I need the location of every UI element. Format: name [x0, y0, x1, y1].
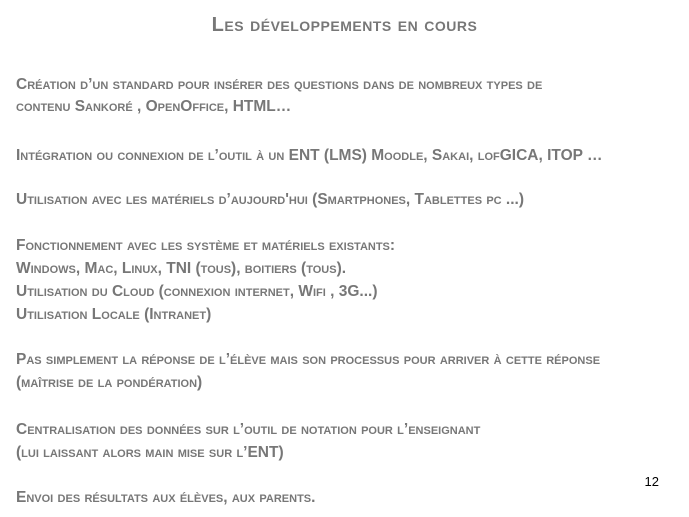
body-line-5: Fonctionnement avec les système et matériels existants: [16, 237, 396, 254]
body-line-4: Utilisation avec les matériels d’aujourd'hui (Smartphones, Tablettes pc ...) [16, 191, 525, 208]
body-line-11: Centralisation des données sur l’outil de notation pour l’enseignant [16, 421, 481, 438]
body-line-13: Envoi des résultats aux élèves, aux parents. [16, 489, 316, 506]
body-line-10: (maîtrise de la pondération) [16, 374, 203, 391]
page-number: 12 [644, 474, 659, 489]
body-line-8: Utilisation Locale (Intranet) [16, 306, 212, 323]
body-line-9: Pas simplement la réponse de l’élève mais son processus pour arriver à cette réponse [16, 351, 601, 368]
body-line-2: contenu Sankoré , OpenOffice, HTML… [16, 98, 292, 115]
slide-title: Les développements en cours [211, 14, 478, 36]
body-line-1: Création d’un standard pour insérer des questions dans de nombreux types de [16, 76, 543, 93]
body-line-12: (lui laissant alors main mise sur l’ENT) [16, 444, 284, 461]
body-line-7: Utilisation du Cloud (connexion internet, Wifi , 3G...) [16, 283, 378, 300]
body-line-6: Windows, Mac, Linux, TNI (tous), boitiers (tous). [16, 260, 347, 277]
body-line-3: Intégration ou connexion de l’outil à un ENT (LMS) Moodle, Sakai, lofGICA, ITOP … [16, 147, 603, 164]
